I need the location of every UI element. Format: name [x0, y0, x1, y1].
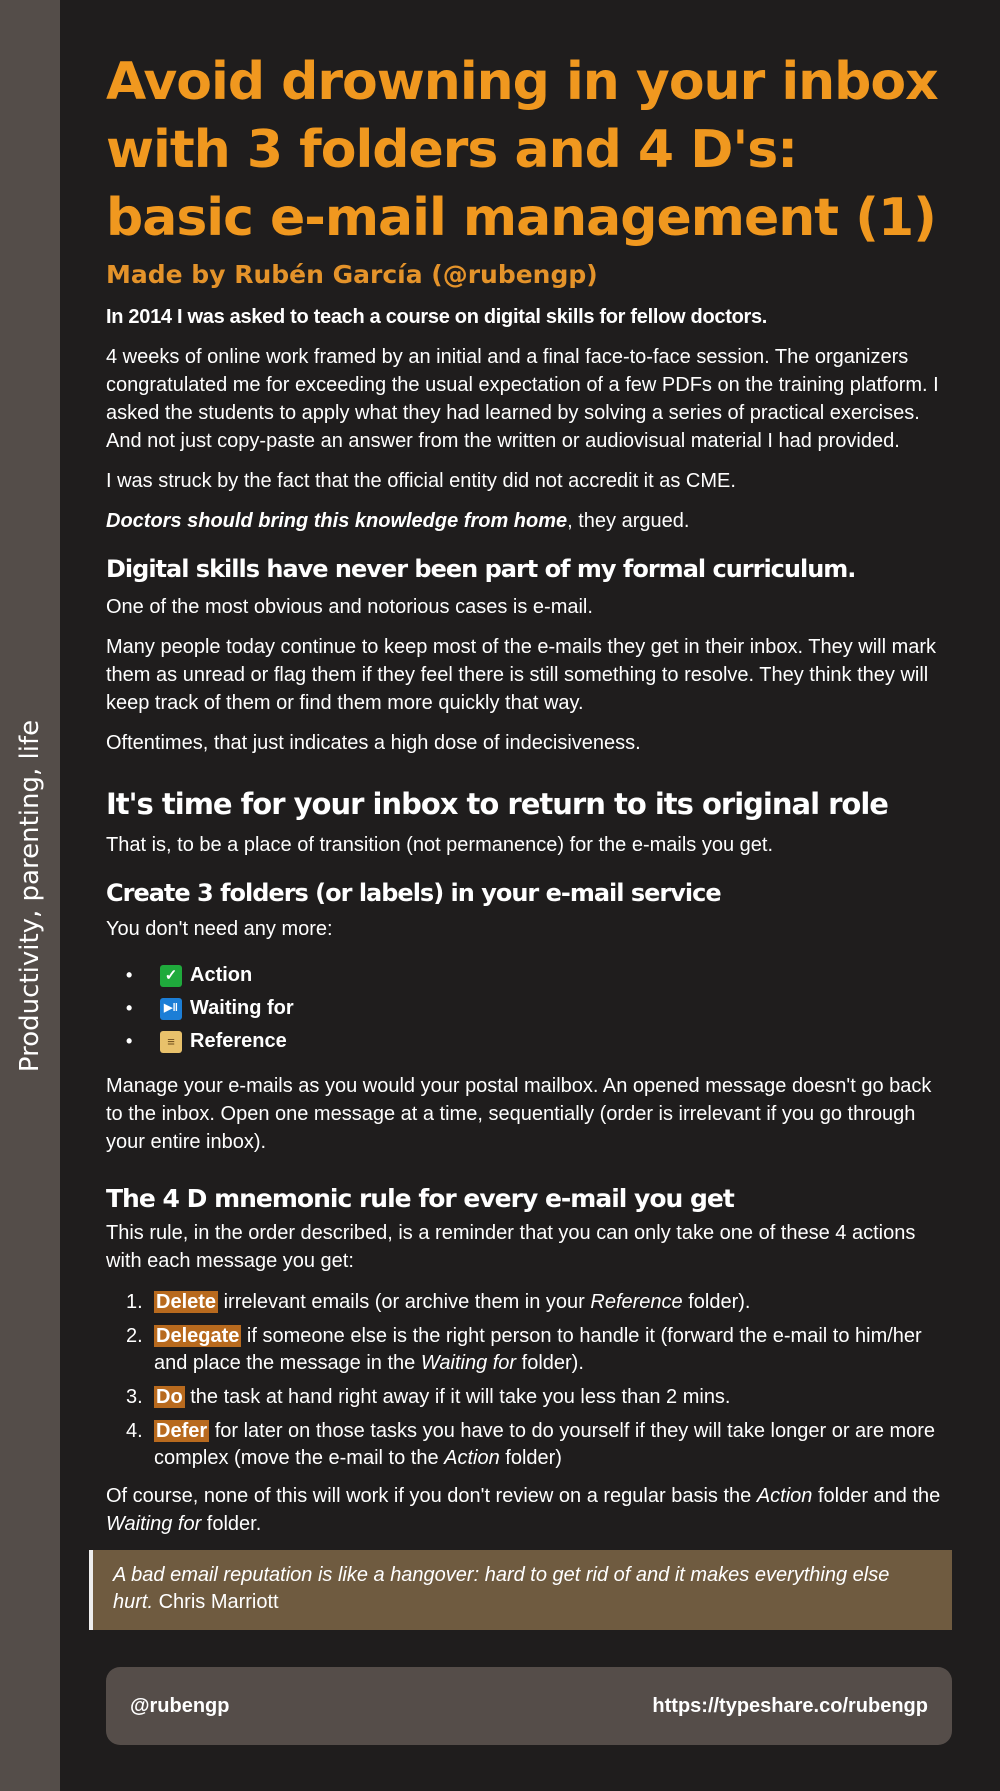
text-span: the task at hand right away if it will take you less than 2 mins. [184, 1386, 731, 1408]
emphasis-text: Action [444, 1447, 500, 1469]
paragraph: That is, to be a place of transition (not permanence) for the e-mails you get. [106, 834, 774, 856]
check-icon: ✓ [160, 965, 182, 987]
paragraph: Oftentimes, that just indicates a high dose of indecisiveness. [106, 732, 641, 754]
intro-paragraph [106, 507, 952, 535]
footer-handle[interactable]: @rubengp [130, 1694, 230, 1717]
text-span: Of course, none of this will work if you don't review on a regular basis the [106, 1485, 757, 1507]
emphasis-text: Reference [590, 1291, 683, 1313]
folder-label: Reference [190, 1030, 287, 1052]
highlighted-keyword: Delete [156, 1291, 217, 1313]
folder-label: Action [190, 964, 253, 986]
rule-text [154, 1323, 952, 1377]
paragraph: You don't need any more: [106, 918, 333, 940]
highlighted-keyword: Delegate [156, 1325, 240, 1347]
bullet: • [126, 1031, 133, 1051]
paragraph: One of the most obvious and notorious cases is e-mail. [106, 596, 593, 618]
intro-paragraph: 4 weeks of online work framed by an initial and a final face-to-face session. The organizers congratulated me for exceeding the usual expectation of a few PDFs on the training platform. I asked the students to apply what they had learned by solving a series of practical exercises. And not just copy-paste an answer from the written or audiovisual material I had provided. [106, 346, 939, 452]
emphasis-text: Waiting for [420, 1352, 517, 1374]
sidebar [0, 0, 60, 1791]
quote-text: A bad email reputation is like a hangover: hard to get rid of and it makes everything else hurt. [113, 1564, 890, 1613]
list-number: 3. [126, 1386, 143, 1408]
closing-paragraph [106, 1482, 952, 1538]
text-span: folder) [499, 1447, 562, 1469]
books-icon: ≡ [160, 1031, 182, 1053]
highlighted-keyword: Defer [156, 1420, 208, 1442]
article [106, 48, 952, 1538]
list-item [126, 959, 952, 992]
list-number: 4. [126, 1420, 143, 1442]
intro-paragraph: I was struck by the fact that the official entity did not accredit it as CME. [106, 470, 736, 492]
list-item [126, 1418, 952, 1472]
rule-text [154, 1418, 952, 1472]
sidebar-category-label: Productivity, parenting, life [15, 719, 45, 1073]
blockquote [89, 1550, 952, 1630]
list-number: 2. [126, 1325, 143, 1347]
text-span: for later on those tasks you have to do yourself if they will take longer or are more complex (move the e-mail to the [154, 1420, 936, 1469]
paragraph: Many people today continue to keep most of the e-mails they get in their inbox. They will mark them as unread or flag them if they feel there is still something to resolve. They think they will keep track of them or find them more quickly that way. [106, 636, 937, 714]
quote-author: Chris Marriott [153, 1591, 279, 1613]
rule-text [154, 1384, 952, 1411]
paragraph: Manage your e-mails as you would your postal mailbox. An opened message doesn't go back to the inbox. Open one message at a time, sequentially (order is irrelevant if you go through your entire inbox). [106, 1075, 932, 1153]
intro-lead: In 2014 I was asked to teach a course on digital skills for fellow doctors. [106, 306, 768, 328]
play-pause-icon: ▶‖ [160, 998, 182, 1020]
page-title: Avoid drowning in your inbox with 3 folders and 4 D's: basic e-mail management (1) [106, 52, 938, 248]
text-span: folder). [682, 1291, 751, 1313]
author-line: Made by Rubén García (@rubengp) [106, 260, 598, 289]
footer [106, 1667, 952, 1745]
text-span: irrelevant emails (or archive them in your [218, 1291, 591, 1313]
list-item [126, 992, 952, 1025]
list-item [126, 1384, 952, 1411]
text-span: folder). [516, 1352, 584, 1374]
list-item [126, 1289, 952, 1316]
section-heading: Digital skills have never been part of my formal curriculum. [106, 555, 856, 583]
rule-text [154, 1289, 952, 1316]
section-heading: It's time for your inbox to return to its original role [106, 787, 888, 821]
paragraph: This rule, in the order described, is a reminder that you can only take one of these 4 actions with each message you get: [106, 1222, 916, 1272]
text-span: folder. [201, 1513, 262, 1535]
highlighted-keyword: Do [156, 1386, 183, 1408]
list-number: 1. [126, 1291, 143, 1313]
folder-label: Waiting for [190, 997, 294, 1019]
text-span: , they argued. [567, 510, 690, 532]
text-span: folder and the [812, 1485, 941, 1507]
section-heading: Create 3 folders (or labels) in your e-mail service [106, 879, 721, 907]
bullet: • [126, 965, 133, 985]
emphasis-text: Waiting for [106, 1513, 202, 1535]
footer-link[interactable]: https://typeshare.co/rubengp [652, 1694, 928, 1717]
list-item [126, 1323, 952, 1377]
section-heading: The 4 D mnemonic rule for every e-mail you get [106, 1184, 734, 1213]
emphasis-text: Doctors should bring this knowledge from home [106, 510, 568, 532]
folder-list [106, 959, 952, 1058]
list-item [126, 1025, 952, 1058]
rule-list [106, 1289, 952, 1472]
text-span: if someone else is the right person to handle it (forward the e-mail to him/her and place the message in the [154, 1325, 922, 1374]
emphasis-text: Action [756, 1485, 813, 1507]
bullet: • [126, 998, 133, 1018]
